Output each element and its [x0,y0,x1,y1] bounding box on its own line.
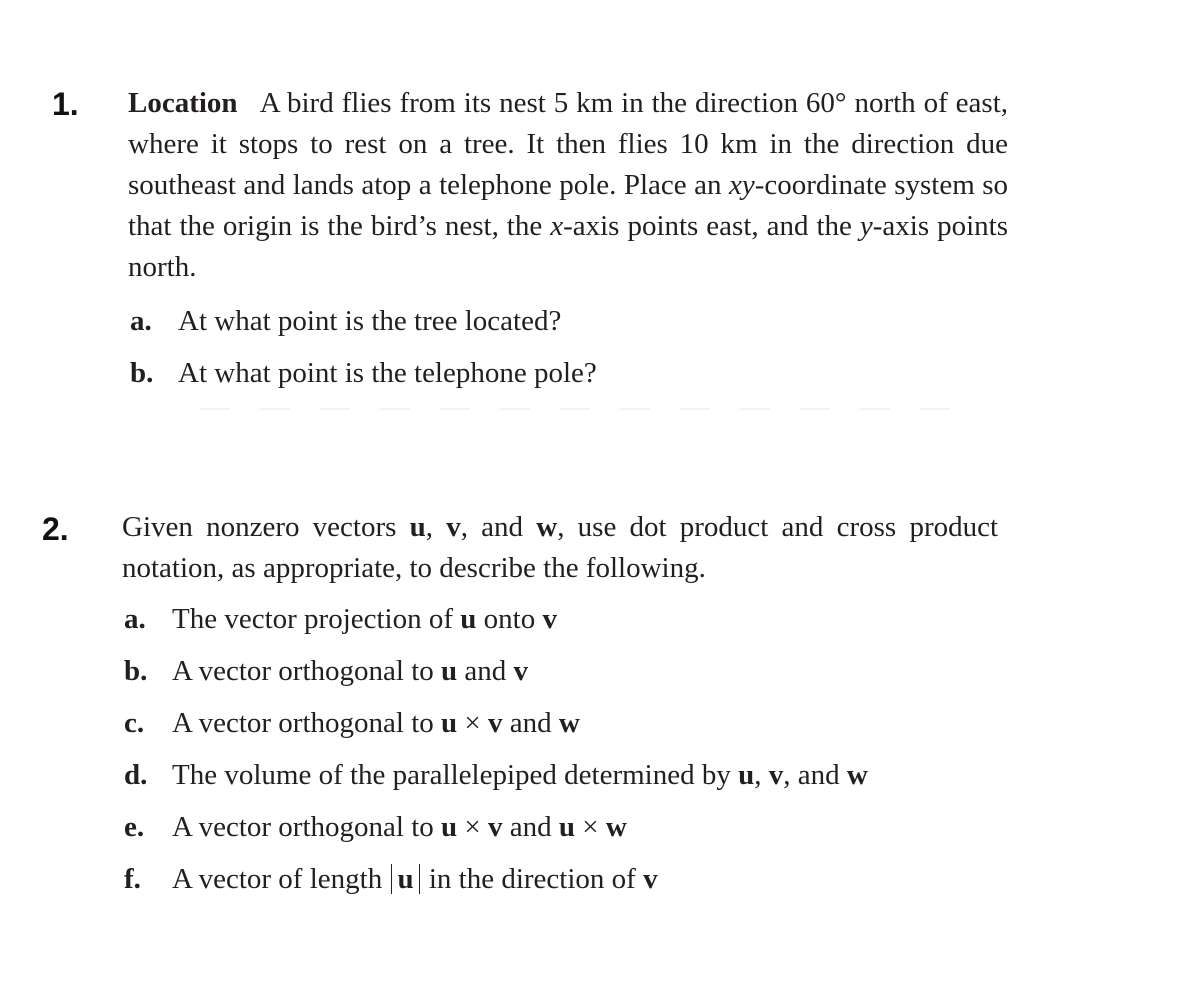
part-label: d. [124,759,148,791]
cross-product-symbol: × [457,707,489,739]
problem-2-intro-line-1: Given nonzero vectors u, v, and w, use dot product and cross [122,511,897,543]
problem-1-part-b [130,356,597,390]
part-label: b. [130,357,154,389]
problem-2-number: 2. [42,511,69,547]
problem-2-part-d: d. The volume of the parallelepiped determined by u, v, and w [124,759,868,791]
part-label: a. [130,305,152,337]
problem-1-line-5: x-axis points east, and the y-axis points north. [128,210,1008,283]
problem-2-intro-line-2: product notation, as appropriate, to describe the following. [122,511,999,584]
faint-divider [200,408,980,410]
part-text: At what point is the telephone pole? [178,357,597,389]
part-label: f. [124,863,141,895]
problem-1-line-1: A bird flies from its nest 5 km in the direction 60° [259,87,847,119]
problem-2-part-b: b. A vector orthogonal to u and v [124,655,529,687]
problem-2-part-c: c. A vector orthogonal to u × v and w [124,707,580,739]
part-label: c. [124,707,145,739]
part-label: e. [124,811,145,843]
problem-1-title: Location [128,87,238,119]
problem-2-part-f: f. A vector of length u in the direction of v [124,863,658,895]
problem-1-line-3: the direction due southeast and lands atop a telephone pole. Place [128,128,1009,201]
part-label: a. [124,603,146,635]
problem-2-statement [122,507,998,589]
problem-2-part-a: a. The vector projection of u onto v [124,603,557,635]
problem-1-line-4: an xy-coordinate system so that the origin is the bird’s nest, the [128,169,1009,242]
norm-bars: u [391,864,419,894]
problem-1-number: 1. [52,86,79,122]
part-label: b. [124,655,148,687]
problem-1-statement [128,83,1008,288]
problem-2-part-e: e. A vector orthogonal to u × v and u × w [124,811,627,843]
cross-product-symbol: × [457,811,489,843]
cross-product-symbol: × [575,811,606,843]
part-text: At what point is the tree located? [178,305,562,337]
problem-1-part-a [130,304,561,338]
problem-1-line-2: north of east, where it stops to rest on a tree. It then flies 10 km in [128,87,1008,160]
